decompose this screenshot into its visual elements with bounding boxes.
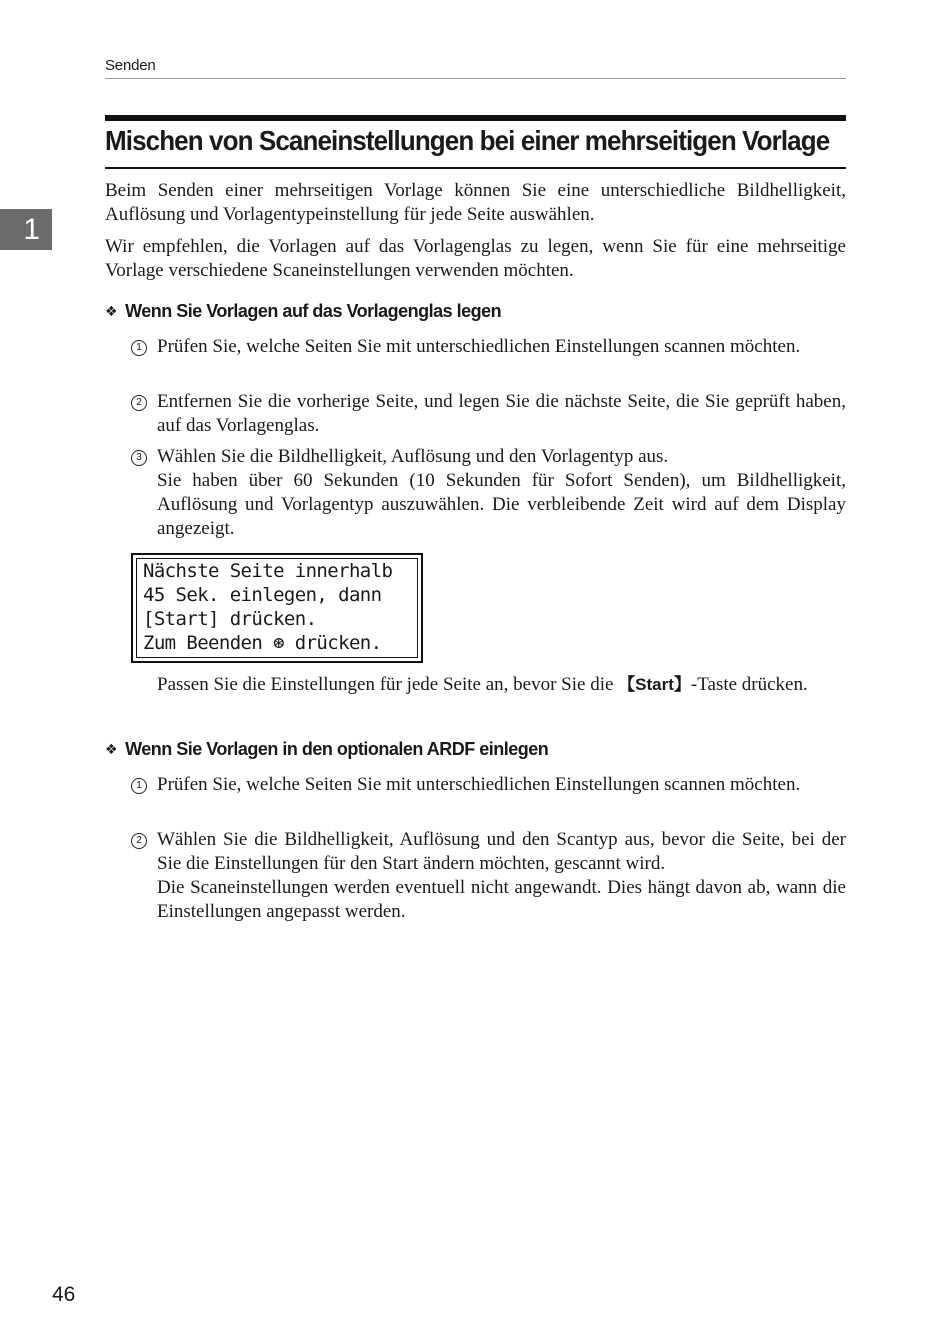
list-item (105, 390, 846, 438)
step-number-icon: 2 (131, 833, 147, 849)
title-rule-bottom (105, 167, 846, 169)
step-number-icon: 1 (131, 340, 147, 356)
running-header: Senden (105, 57, 156, 74)
step-note: Sie haben über 60 Sekunden (10 Sekunden für Sofort Senden), um Bildhelligkeit, Auflösung und Vorlagentyp auszuwählen. Die verbleibende Zeit wird auf dem Display angezeigt. (157, 470, 846, 539)
page-title: Mischen von Scaneinstellungen bei einer mehrseitigen Vorlage (105, 124, 830, 157)
list-item (105, 445, 846, 541)
section-heading-glass (105, 301, 846, 322)
diamond-bullet-icon: ❖ (105, 303, 118, 319)
step-number-icon: 1 (131, 778, 147, 794)
title-rule-top (105, 115, 846, 121)
step-number-icon: 3 (131, 450, 147, 466)
section-heading-label: Wenn Sie Vorlagen auf das Vorlagenglas legen (125, 301, 502, 321)
header-divider (105, 78, 846, 79)
step-text: Prüfen Sie, welche Seiten Sie mit unterschiedlichen Einstellungen scannen möchten. (157, 774, 801, 795)
display-line: Zum Beenden ⊛ drücken. (143, 632, 382, 654)
display-line: Nächste Seite innerhalb (143, 560, 393, 582)
step-body (157, 828, 846, 924)
step-text: Prüfen Sie, welche Seiten Sie mit unterschiedlichen Einstellungen scannen möchten. (157, 336, 801, 357)
diamond-bullet-icon: ❖ (105, 741, 118, 757)
list-item (105, 773, 846, 797)
list-item (105, 828, 846, 924)
chapter-tab: 1 (0, 209, 52, 250)
after-display-before: Passen Sie die Einstellungen für jede Seite an, bevor Sie die (157, 674, 619, 695)
intro-paragraph-1: Beim Senden einer mehrseitigen Vorlage können Sie eine unterschiedliche Bildhelligkeit, Auflösung und Vorlagentypeinstellung für jede Seite auswählen. (105, 180, 846, 225)
section-heading-ardf (105, 739, 846, 760)
page-number: 46 (52, 1283, 76, 1306)
step-body (157, 445, 846, 541)
intro-paragraph-2: Wir empfehlen, die Vorlagen auf das Vorlagenglas zu legen, wenn Sie für eine mehrseitige Vorlage verschiedene Scaneinstellungen verwenden möchten. (105, 236, 846, 281)
start-key-label: 【Start】 (618, 675, 691, 694)
display-panel (131, 553, 423, 663)
step-text: Wählen Sie die Bildhelligkeit, Auflösung und den Scantyp aus, bevor die Seite, bei der Sie die Einstellungen für den Start ändern möchten, gescannt wird. (157, 829, 846, 874)
display-line: [Start] drücken. (143, 608, 317, 630)
display-line: 45 Sek. einlegen, dann (143, 584, 382, 606)
after-display-after: -Taste drücken. (690, 674, 808, 695)
step-text: Entfernen Sie die vorherige Seite, und legen Sie die nächste Seite, die Sie geprüft haben, auf das Vorlagenglas. (157, 391, 846, 436)
step-number-icon: 2 (131, 395, 147, 411)
section-heading-label: Wenn Sie Vorlagen in den optionalen ARDF einlegen (125, 739, 549, 759)
after-display-paragraph (105, 673, 846, 697)
step-text: Wählen Sie die Bildhelligkeit, Auflösung und den Vorlagentyp aus. (157, 446, 669, 467)
list-item (105, 335, 846, 359)
step-note: Die Scaneinstellungen werden eventuell nicht angewandt. Dies hängt davon ab, wann die Einstellungen angepasst werden. (157, 877, 846, 922)
after-display-text (157, 673, 846, 697)
